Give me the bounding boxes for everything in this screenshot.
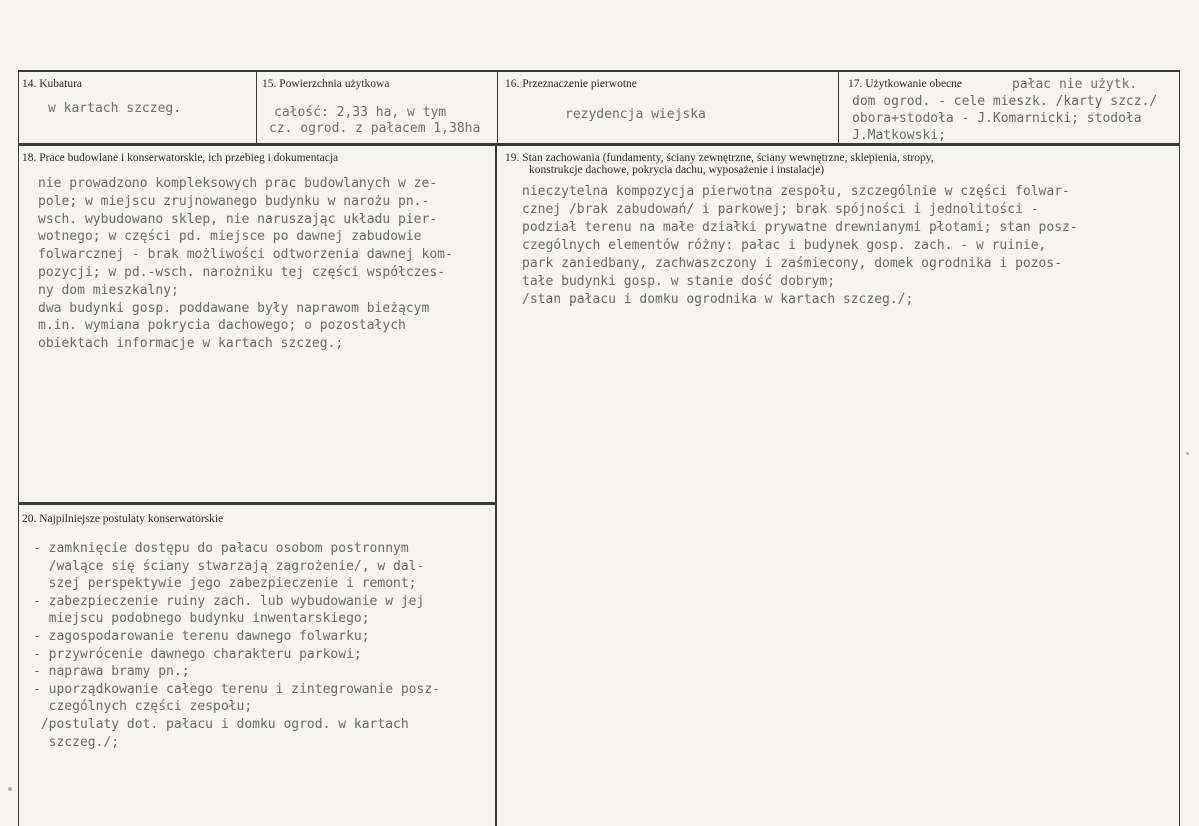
section18-line: ny dom mieszkalny; xyxy=(38,282,179,298)
postulate-line: - zagospodarowanie terenu dawnego folwarku; xyxy=(33,628,370,644)
section18-line: wotnego; w części pd. miejsce po dawnej zabudowie xyxy=(38,229,422,245)
section18-text xyxy=(38,175,453,353)
section19-line: nieczytelna kompozycja pierwotna zespołu, szczególnie w części folwar- xyxy=(522,184,1070,199)
divider-16-17 xyxy=(838,70,839,145)
section15-line1: całość: 2,33 ha, w tym xyxy=(274,105,447,120)
section17-line: dom ogrod. - cele mieszk. /karty szcz./ xyxy=(852,94,1158,109)
section20-label: 20. Najpilniejsze postulaty konserwatorskie xyxy=(22,513,224,525)
section19-line: park zaniedbany, zachwaszczony i zaśmiecony, domek ogrodnika i pozos- xyxy=(522,256,1063,271)
section14-value: w kartach szczeg. xyxy=(48,101,182,116)
section18-line: m.in. wymiana pokrycia dachowego; o pozostałych xyxy=(38,318,406,334)
center-vertical-divider xyxy=(495,145,497,826)
section19-line: tałe budynki gosp. w stanie dość dobrym; xyxy=(522,274,836,289)
section18-line: pozycji; w pd.-wsch. narożniku tej części współczes- xyxy=(38,264,445,280)
section18-line: obiektach informacje w kartach szczeg.; xyxy=(38,336,344,352)
postulate-line: szej perspektywie jego zabezpieczenie i remont; xyxy=(33,576,417,592)
postulate-line: - zamknięcie dostępu do pałacu osobom postronnym xyxy=(33,541,409,556)
section18-bottom-rule xyxy=(18,502,495,505)
section17-line: obora+stodoła - J.Komarnicki; stodoła xyxy=(852,111,1142,126)
section15-label: 15. Powierzchnia użytkowa xyxy=(262,78,390,90)
section16-label: 16. Przeznaczenie pierwotne xyxy=(505,78,637,90)
section17-lines xyxy=(852,93,1157,144)
postulate-line: czególnych części zespołu; xyxy=(33,699,253,715)
section18-line: folwarcznej - brak możliwości odtworzenia dawnej kom- xyxy=(38,247,453,263)
postulate-line: miejscu podobnego budynku inwentarskiego; xyxy=(33,611,370,627)
divider-14-15 xyxy=(256,70,257,145)
section17-inline-value: pałac nie użytk. xyxy=(1012,77,1138,92)
section18-label: 18. Prace budowlane i konserwatorskie, ich przebieg i dokumentacja xyxy=(22,152,339,164)
right-border xyxy=(1179,70,1180,826)
section18-line: nie prowadzono kompleksowych prac budowlanych w ze- xyxy=(38,176,438,191)
paper-speck xyxy=(8,787,12,791)
section18-line: wsch. wybudowano sklep, nie naruszając układu pier- xyxy=(38,211,438,227)
postulate-line: /walące się ściany stwarzają zagrożenie/, w dal- xyxy=(33,558,425,574)
section14-label: 14. Kubatura xyxy=(22,78,83,90)
top-rule xyxy=(18,70,1180,72)
section19-label-line1: 19. Stan zachowania (fundamenty, ściany zewnętrzne, ściany wewnętrzne, sklepienia, stropy, xyxy=(505,152,934,164)
section20-postulates xyxy=(33,540,440,751)
divider-15-16 xyxy=(497,70,498,145)
section19-line: /stan pałacu i domku ogrodnika w kartach szczeg./; xyxy=(522,292,914,307)
section19-line: czególnych elementów różny: pałac i budynek gosp. zach. - w ruinie, xyxy=(522,238,1047,253)
postulate-line: - uporządkowanie całego terenu i zintegrowanie posz- xyxy=(33,681,440,697)
section16-value: rezydencja wiejska xyxy=(565,107,706,122)
section19-line: podział terenu na małe działki prywatne drewnianymi płotami; stan posz- xyxy=(522,220,1078,235)
paper-speck xyxy=(1186,452,1189,455)
postulate-line: - zabezpieczenie ruiny zach. lub wybudowanie w jej xyxy=(33,593,425,609)
left-border xyxy=(18,70,19,826)
section19-line: cznej /brak zabudowań/ i parkowej; brak spójności i jednolitości - xyxy=(522,202,1039,217)
section19-text xyxy=(522,183,1078,309)
section17-label: 17. Użytkowanie obecne xyxy=(848,78,963,90)
section18-line: pole; w miejscu zrujnowanego budynku w narożu pn.- xyxy=(38,193,430,209)
section19-label-line2: konstrukcje dachowe, pokrycia dachu, wyposażenie i instalacje) xyxy=(529,164,825,176)
section15-line2: cz. ogrod. z pałacem 1,38ha xyxy=(269,121,481,136)
postulate-line: /postulaty dot. pałacu i domku ogrod. w kartach xyxy=(33,716,409,732)
postulate-line: - naprawa bramy pn.; xyxy=(33,664,190,680)
section17-line: J.Matkowski; xyxy=(852,128,946,143)
postulate-line: - przywrócenie dawnego charakteru parkowi; xyxy=(33,646,362,662)
postulate-line: szczeg./; xyxy=(33,734,120,750)
section18-line: dwa budynki gosp. poddawane były naprawom bieżącym xyxy=(38,300,430,316)
